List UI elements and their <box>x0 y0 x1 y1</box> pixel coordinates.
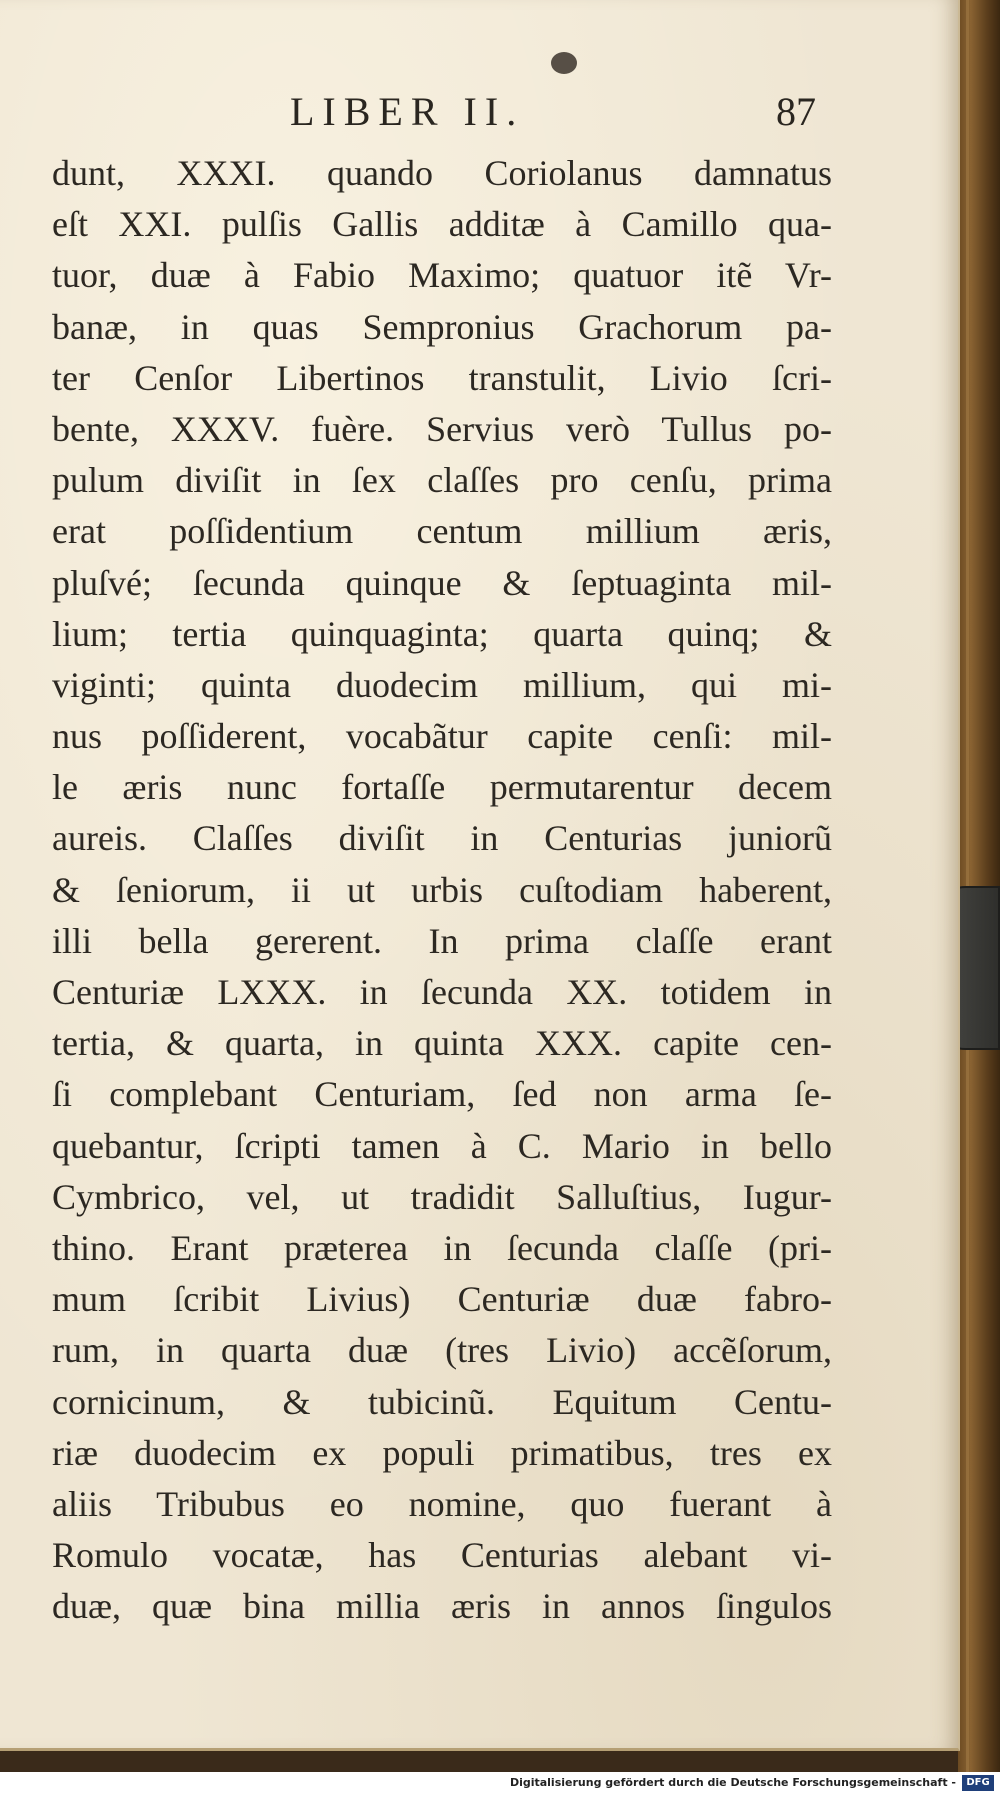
dfg-logo-icon: DFG <box>962 1775 994 1791</box>
text-line: erat poſſidentium centum millium æris, <box>52 511 832 552</box>
text-line: Cymbrico, vel, ut tradidit Salluſtius, Iugur- <box>52 1176 832 1217</box>
page-number: 87 <box>776 89 816 134</box>
text-line: Romulo vocatæ, has Centurias alebant vi- <box>52 1535 832 1576</box>
text-line: mum ſcribit Livius) Centuriæ duæ fabro- <box>52 1279 832 1320</box>
text-line: bente, XXXV. fuère. Servius verò Tullus po- <box>52 408 832 449</box>
text-line: thino. Erant præterea in ſecunda claſſe (pri- <box>52 1227 832 1268</box>
text-line: le æris nunc fortaſſe permutarentur decem <box>52 767 832 808</box>
text-line: & ſeniorum, ii ut urbis cuſtodiam haberent, <box>52 869 832 910</box>
text-line: dunt, XXXI. quando Coriolanus damnatus <box>52 153 832 193</box>
running-head: LIBER II. <box>290 89 525 134</box>
text-line: rum, in quarta duæ (tres Livio) accẽſorum, <box>52 1330 832 1371</box>
text-line: riæ duodecim ex populi primatibus, tres ex <box>52 1432 832 1473</box>
text-line: illi bella gererent. In prima claſſe erant <box>52 920 832 961</box>
text-line: cornicinum, & tubicinũ. Equitum Centu- <box>52 1381 832 1422</box>
text-line: viginti; quinta duodecim millium, qui mi- <box>52 664 832 705</box>
funding-credit: Digitalisierung gefördert durch die Deutsche Forschungsgemeinschaft - <box>509 1776 956 1789</box>
digitization-footer <box>0 1772 1000 1796</box>
text-line: tertia, & quarta, in quinta XXX. capite cen- <box>52 1023 832 1064</box>
text-line: nus poſſiderent, vocabãtur capite cenſi: mil- <box>52 716 832 757</box>
text-line: eſt XXI. pulſis Gallis additæ à Camillo qua- <box>52 204 832 245</box>
text-line: aureis. Claſſes diviſit in Centurias juniorũ <box>52 818 832 859</box>
text-line: aliis Tribubus eo nomine, quo fuerant à <box>52 1483 832 1524</box>
text-line: lium; tertia quinquaginta; quarta quinq; & <box>52 613 832 654</box>
text-line: duæ, quæ bina millia æris in annos ſingulos <box>52 1586 832 1627</box>
page-header <box>0 88 958 144</box>
text-line: banæ, in quas Sempronius Grachorum pa- <box>52 306 832 347</box>
text-line: quebantur, ſcripti tamen à C. Mario in bello <box>52 1125 832 1166</box>
body-text <box>52 148 832 1632</box>
text-line: Centuriæ LXXX. in ſecunda XX. totidem in <box>52 972 832 1012</box>
text-line: ſi complebant Centuriam, ſed non arma ſe- <box>52 1074 832 1115</box>
text-line: pluſvé; ſecunda quinque & ſeptuaginta mil- <box>52 562 832 603</box>
ink-blot-icon <box>551 52 577 74</box>
text-line: pulum diviſit in ſex claſſes pro cenſu, prima <box>52 460 832 501</box>
text-line: ter Cenſor Libertinos transtulit, Livio ſcri- <box>52 357 832 398</box>
text-line: tuor, duæ à Fabio Maximo; quatuor itẽ Vr- <box>52 255 832 296</box>
